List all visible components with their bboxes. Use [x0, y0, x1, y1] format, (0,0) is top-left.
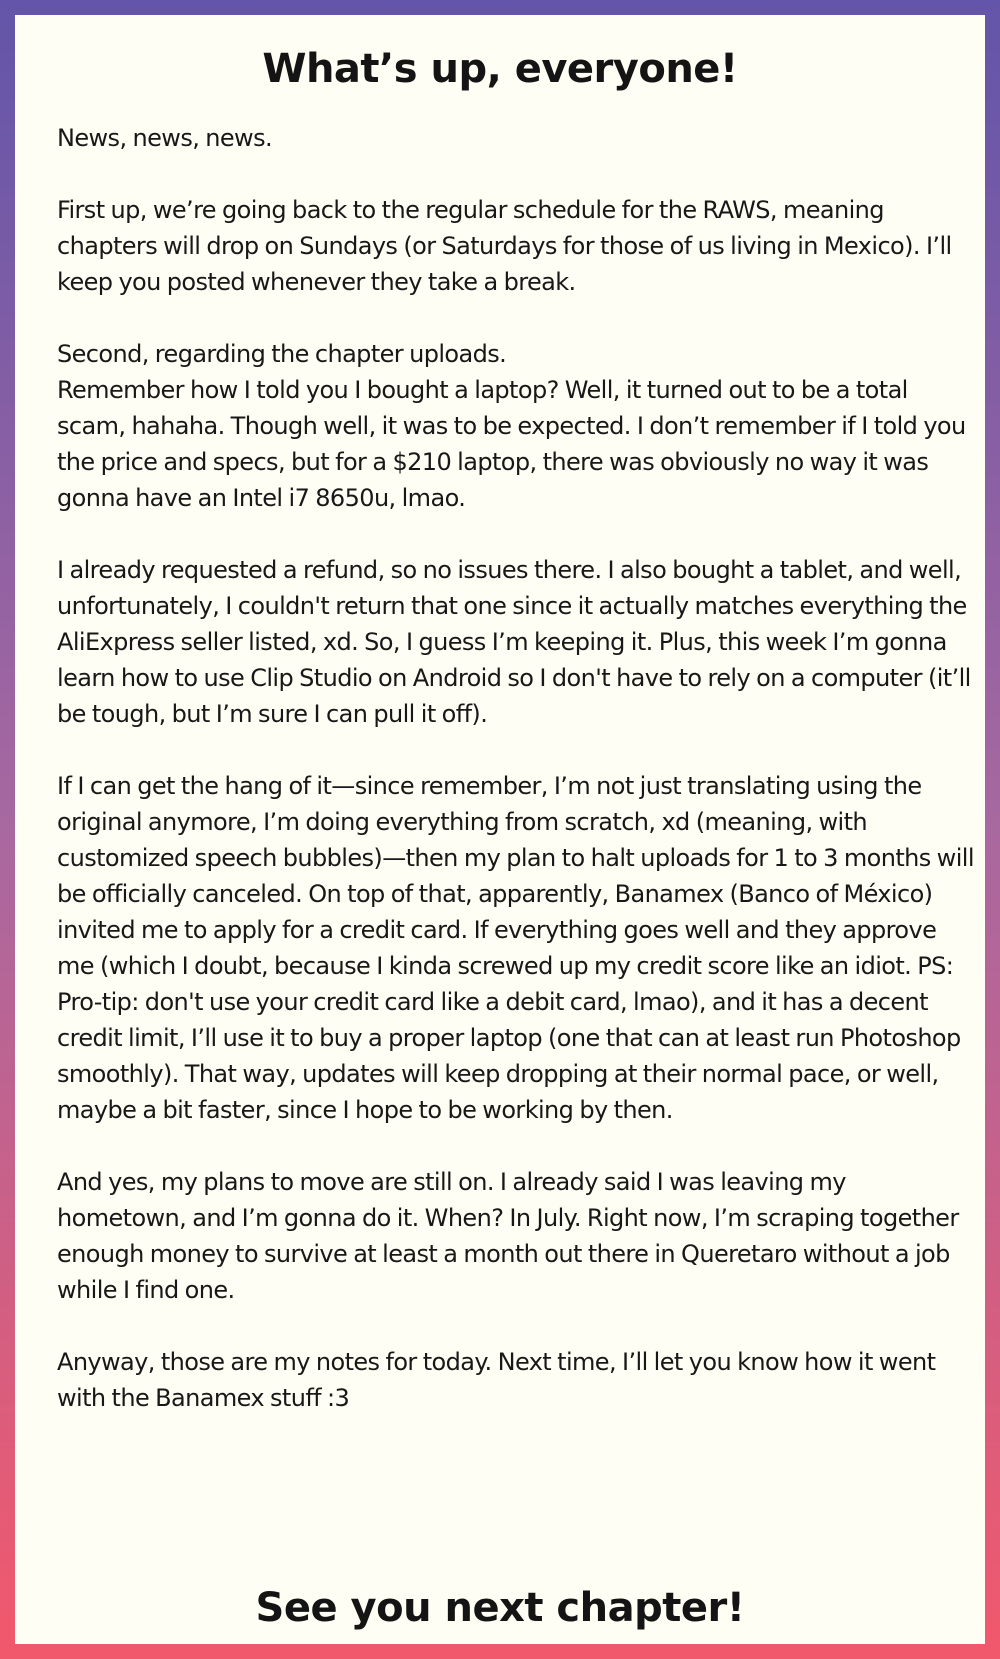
sign-off-heading: See you next chapter!: [255, 1585, 745, 1631]
paragraph-closing: Anyway, those are my notes for today. Next time, I’ll let you know how it went with the Banamex stuff :3: [57, 1348, 936, 1412]
page-title: What’s up, everyone!: [262, 46, 738, 92]
paragraph-plans: If I can get the hang of it—since remember, I’m not just translating using the original anymore, I’m doing everything from scratch, xd (meaning, with customized speech bubbles)—then my plan to halt uploads for 1 to 3 months will be officially canceled. On top of that, apparently, Banamex (Banco of México) invited me to apply for a credit card. If everything goes well and they approve me (which I doubt, because I kinda screwed up my credit score like an idiot. PS: Pro-tip: don't use your credit card like a debit card, lmao), and it has a decent credit limit, I’ll use it to buy a proper laptop (one that can at least run Photoshop smoothly). That way, updates will keep dropping at their normal pace, or well, maybe a bit faster, since I hope to be working by then.: [57, 772, 974, 1124]
paragraph-schedule: First up, we’re going back to the regular schedule for the RAWS, meaning chapters will drop on Sundays (or Saturdays for those of us living in Mexico). I’ll keep you posted whenever they take a break.: [57, 196, 952, 296]
paragraph-spacer: [57, 1128, 977, 1164]
paragraph-moving: And yes, my plans to move are still on. I already said I was leaving my hometown, and I’m gonna do it. When? In July. Right now, I’m scraping together enough money to survive at least a month out there in Queretaro without a job while I find one.: [57, 1168, 959, 1304]
paragraph-intro: News, news, news.: [57, 124, 273, 152]
announcement-body: [57, 120, 977, 1416]
paragraph-spacer: [57, 1308, 977, 1344]
paragraph-uploads-heading: Second, regarding the chapter uploads.: [57, 340, 507, 368]
paragraph-spacer: [57, 156, 977, 192]
paragraph-laptop: Remember how I told you I bought a laptop? Well, it turned out to be a total scam, hahaha. Though well, it was to be expected. I don’t remember if I told you the price and specs, but for a $210 laptop, there was obviously no way it was gonna have an Intel i7 8650u, lmao.: [57, 376, 966, 512]
paragraph-spacer: [57, 516, 977, 552]
paragraph-tablet: I already requested a refund, so no issues there. I also bought a tablet, and well, unfortunately, I couldn't return that one since it actually matches everything the AliExpress seller listed, xd. So, I guess I’m keeping it. Plus, this week I’m gonna learn how to use Clip Studio on Android so I don't have to rely on a computer (it’ll be tough, but I’m sure I can pull it off).: [57, 556, 971, 728]
paragraph-spacer: [57, 732, 977, 768]
paragraph-spacer: [57, 300, 977, 336]
announcement-card: [15, 15, 985, 1644]
